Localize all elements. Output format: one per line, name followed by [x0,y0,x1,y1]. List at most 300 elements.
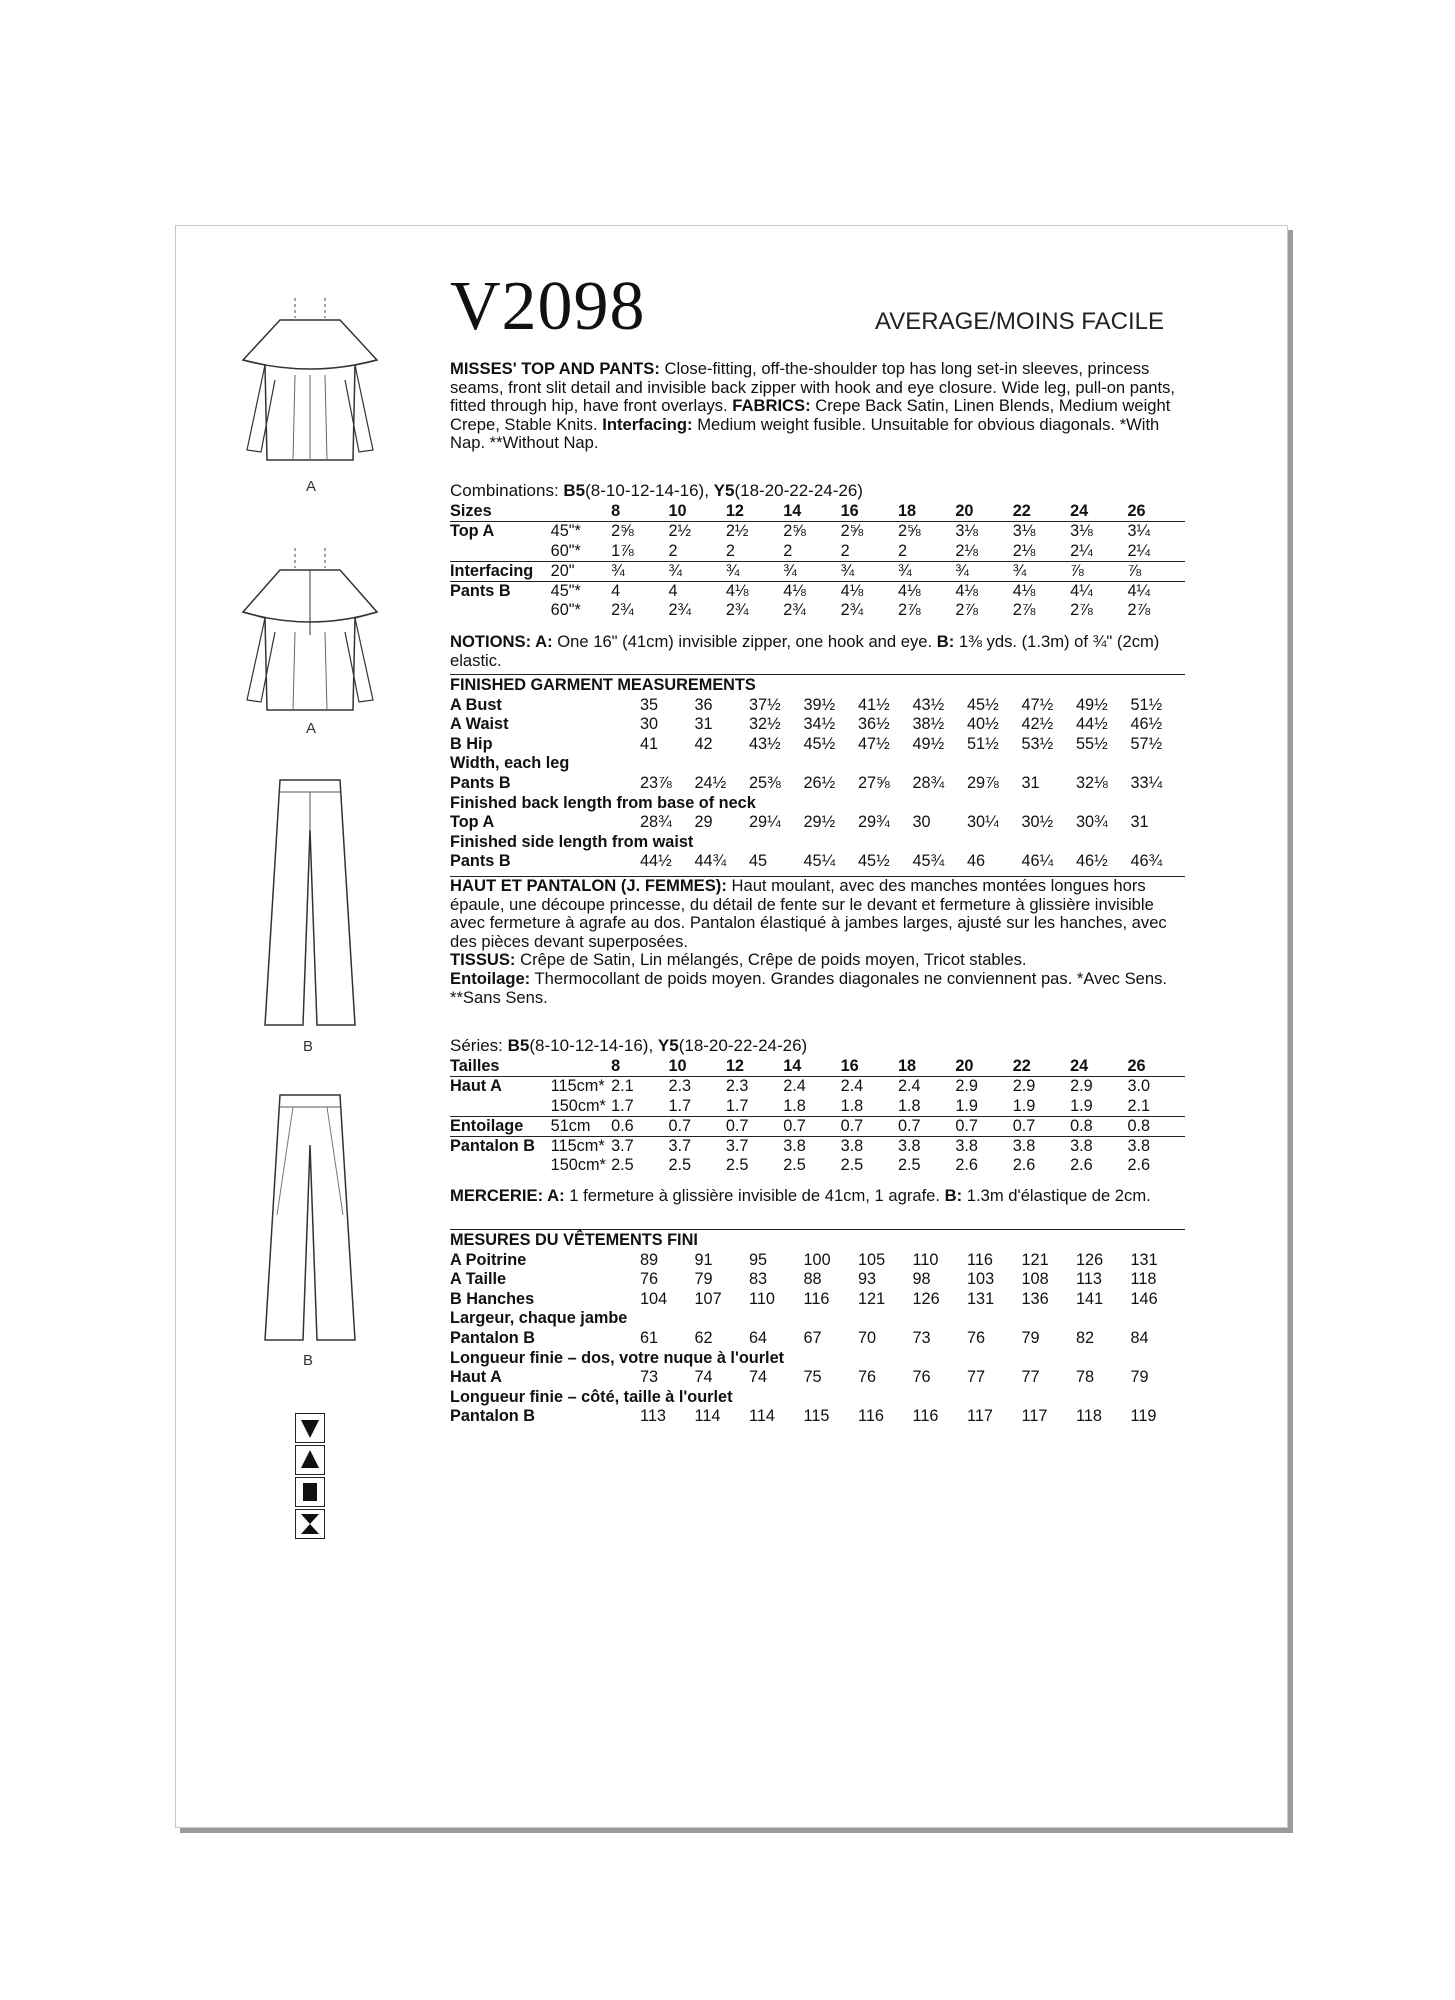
measurement-value: 45¾ [912,852,945,871]
description-text: Close-fitting, off-the-shoulder top has long set-in sleeves, princess seams, front slit detail and invisible back zipper with hook and eye closure. Wide leg, pull-on pants, fitted through hip, have front overlays. [450,359,1175,416]
measurement-value: 116 [967,1250,993,1269]
yardage-value: 2¾ [840,601,864,620]
size-header: 14 [783,502,802,520]
yardage-value: ¾ [841,561,898,581]
measurement-label: Longueur finie – dos, votre nuque à l'ourlet [450,1348,785,1367]
yardage-value: ¾ [783,561,840,581]
size-header: 18 [897,502,917,520]
entoilage-text: Thermocollant de poids moyen. Grandes diagonales ne conviennent pas. *Avec Sens. **Sans Sens. [450,968,1168,1007]
measurement-value: 42 [694,734,713,753]
measurement-value: 83 [749,1270,768,1289]
size-header: 22 [1012,502,1031,520]
measurement-value: 45 [749,852,768,871]
measurement-value: 45½ [967,695,999,714]
yardage-value: 4⅛ [726,582,783,602]
measurement-label: A Waist [450,715,509,734]
measurement-value: 31 [694,715,713,734]
measurement-value: 43½ [912,695,945,714]
yardage-value: 4⅛ [841,582,898,602]
yardage-value: 2½ [668,522,725,542]
fabrics-text: Crepe Back Satin, Linen Blends, Medium weight Crepe, Stable Knits. [450,396,1171,434]
yardage-value: 0.7 [783,1116,840,1136]
size-range-y5: Y5 [713,481,735,500]
mercerie-label: MERCERIE: A: [450,1186,565,1205]
measurement-value: 131 [967,1289,995,1308]
measurement-value: 42½ [1021,715,1054,734]
fabric-width: 115cm* [551,1137,611,1157]
row-label [450,542,551,562]
yardage-value: 0.7 [898,1116,955,1136]
pants-b-back-sketch [255,770,365,1030]
measurement-value: 30 [912,813,931,832]
measurements-heading: FINISHED GARMENT MEASUREMENTS [450,676,756,694]
combinations-fr [450,1036,807,1056]
size-header: 24 [1070,1057,1089,1075]
measurement-value: 116 [912,1407,939,1426]
measurement-value: 76 [640,1270,659,1289]
description-en [450,360,1185,453]
fabric-width: 150cm* [550,1096,606,1115]
measurement-value: 34½ [803,715,836,734]
measurement-value: 76 [858,1368,877,1387]
measurement-value: 32½ [749,715,781,734]
sketch-caption: A [306,720,317,737]
measurement-label: A Bust [450,695,502,714]
top-a-back-sketch [235,290,385,470]
yardage-value: 2 [668,541,678,560]
divider [450,674,1185,675]
measurement-value: 46½ [1130,715,1163,734]
yardage-value: ¾ [726,561,783,581]
yardage-value: 2.5 [897,1156,921,1175]
sizes-header: Tailles [450,1057,500,1075]
measurement-value: 44½ [1076,715,1108,734]
measurement-row [450,1290,1185,1310]
square-icon [295,1477,325,1507]
yardage-value: 4¼ [1070,582,1127,602]
measurement-value: 77 [967,1368,986,1387]
yardage-value: 2.9 [1070,1077,1127,1097]
yardage-value: 0.7 [955,1116,1012,1136]
measurement-row [450,1329,1185,1349]
finished-measurements-en [450,676,1185,872]
description-title-fr: HAUT ET PANTALON (J. FEMMES): [450,876,727,895]
blank-cell [551,502,611,522]
measurement-value: 45½ [803,734,836,753]
yardage-value: 2⅞ [1127,601,1151,620]
blank-cell [551,1057,611,1077]
yardage-value: 2 [840,541,850,560]
measurement-row [450,813,1185,833]
measurement-value: 44½ [640,852,672,871]
measurement-value: 118 [1130,1270,1157,1289]
yardage-value: 4 [611,582,668,602]
yardage-value: 2.4 [898,1077,955,1097]
measurement-label: B Hip [450,734,493,753]
yardage-value: 3.8 [1013,1137,1070,1157]
notions-a: One 16" (41cm) invisible zipper, one hook and eye. [557,632,933,651]
yardage-value: 3.7 [668,1137,725,1157]
yardage-value: 2⅝ [841,522,898,542]
yardage-value: 1⅞ [611,541,634,560]
size-range-b5-fr: B5 [507,1036,530,1055]
measurement-label: Pantalon B [450,1328,536,1347]
yardage-value: 2.6 [1127,1156,1151,1175]
measurement-value: 27⅝ [858,773,890,792]
yardage-value: 2½ [726,522,783,542]
measurement-value: 88 [803,1270,822,1289]
measurement-value: 113 [640,1407,666,1426]
yardage-row [450,561,1185,581]
yardage-value: 1.9 [1012,1096,1036,1115]
measurement-value: 74 [694,1368,713,1387]
measurement-value: 121 [858,1289,886,1308]
measurement-value: 36½ [858,715,890,734]
yardage-value: 2.5 [725,1156,749,1175]
yardage-value: 3.0 [1127,1077,1185,1097]
tissus-text: Crêpe de Satin, Lin mélangés, Crêpe de poids moyen, Tricot stables. [520,950,1027,970]
yardage-value: 2.1 [1127,1096,1151,1115]
yardage-value: 3.8 [783,1137,840,1157]
measurement-value: 64 [749,1328,768,1347]
measurement-value: 28¾ [912,773,945,792]
yardage-value: 2¾ [725,601,749,620]
measurement-value: 118 [1076,1407,1102,1426]
measurements-heading-row [450,1231,1185,1251]
measurements-heading-row [450,676,1185,696]
measurement-value: 33¼ [1130,773,1163,792]
yardage-value: ¾ [898,561,955,581]
yardage-value: 2.5 [783,1156,806,1175]
notions-b-label: B: [936,632,955,651]
triangle-up-icon [295,1445,325,1475]
measurement-value: 114 [749,1407,775,1426]
measurement-value: 29½ [803,813,836,832]
measurement-row [450,833,1185,853]
measurement-value: 46¼ [1021,852,1054,871]
yardage-value: 1.9 [1070,1096,1093,1115]
measurement-value: 30¼ [967,813,999,832]
measurement-row [450,735,1185,755]
yardage-value: 1.7 [668,1096,692,1115]
size-header: 26 [1127,1057,1146,1075]
measurement-row [450,1407,1185,1427]
measurement-value: 91 [694,1250,713,1269]
yardage-value: 2¼ [1070,541,1093,560]
measurement-row [450,715,1185,735]
size-range-b5-sizes: (8-10-12-14-16), [585,481,709,500]
finished-measurements-fr [450,1231,1185,1427]
measurement-value: 73 [640,1368,659,1387]
yardage-value: ¾ [611,561,668,581]
measurement-value: 51½ [1130,695,1163,714]
notions-fr [450,1187,1185,1206]
notions-b: 1⅜ yds. (1.3m) of ¾" (2cm) elastic. [450,632,1160,670]
size-header: 8 [611,502,621,520]
row-label: Entoilage [450,1116,551,1136]
measurement-value: 32⅛ [1076,773,1108,792]
measurement-value: 57½ [1130,734,1163,753]
measurement-value: 37½ [749,695,781,714]
size-header: 10 [668,502,687,520]
sizes-header: Sizes [450,502,492,520]
measurement-value: 131 [1130,1250,1158,1269]
yardage-value: 3.8 [841,1137,898,1157]
yardage-value: 0.8 [1070,1116,1127,1136]
measurement-label: A Taille [450,1270,507,1289]
row-label: Interfacing [450,561,551,581]
yardage-value: 2⅛ [1012,541,1036,560]
measurement-value: 116 [858,1407,884,1426]
measurement-value: 78 [1076,1368,1095,1387]
yardage-value: 4⅛ [955,582,1012,602]
description-title: MISSES' TOP AND PANTS: [450,359,660,378]
measurement-row [450,1349,1185,1369]
pattern-number: V2098 [450,268,646,345]
measurement-value: 95 [749,1250,768,1269]
yardage-value: 2.5 [668,1156,692,1175]
yardage-row [450,582,1185,602]
yardage-value: 4⅛ [783,582,840,602]
yardage-value: 0.6 [611,1116,668,1136]
measurement-value: 73 [912,1328,931,1347]
measurement-value: 31 [1130,813,1149,832]
measurement-value: 23⅞ [640,773,672,792]
measurement-value: 107 [694,1289,722,1308]
yardage-value: 2.4 [783,1077,840,1097]
notions-symbol-legend [295,1413,325,1541]
sketch-caption: B [303,1038,314,1055]
yardage-value: 2⅞ [955,601,978,620]
size-header: 22 [1012,1057,1031,1075]
fabric-width: 115cm* [551,1077,611,1097]
measurement-value: 136 [1021,1289,1049,1308]
size-range-b5-sizes-fr: (8-10-12-14-16), [529,1036,654,1055]
sizes-header-row [450,1057,1185,1077]
measurement-label: Longueur finie – côté, taille à l'ourlet [450,1387,733,1406]
fabric-width: 150cm* [550,1156,606,1175]
measurement-value: 74 [749,1368,768,1387]
yardage-value: 4¼ [1127,582,1185,602]
measurement-value: 121 [1021,1250,1049,1269]
sketch-caption: A [306,478,317,495]
measurement-value: 46¾ [1130,852,1163,871]
divider [450,1229,1185,1230]
yardage-row [450,542,1185,562]
yardage-value: 2.6 [955,1156,978,1175]
row-label: Haut A [450,1077,551,1097]
measurement-value: 114 [694,1407,721,1426]
measurement-value: 117 [1021,1407,1048,1426]
measurement-value: 126 [912,1289,940,1308]
size-header: 20 [955,502,974,520]
size-range-y5-sizes: (18-20-22-24-26) [734,481,863,500]
yardage-value: 0.8 [1127,1116,1185,1136]
yardage-value: 2.9 [955,1077,1012,1097]
size-header: 24 [1070,502,1089,520]
yardage-value: 3.7 [611,1137,668,1157]
yardage-value: 2 [783,541,793,560]
yardage-value: ¾ [668,561,725,581]
measurement-value: 141 [1076,1289,1104,1308]
yardage-value: 3.8 [955,1137,1012,1157]
yardage-table-en [450,502,1185,621]
measurement-row [450,1270,1185,1290]
yardage-value: 2.5 [840,1156,864,1175]
measurement-row [450,852,1185,872]
notions-label: NOTIONS: A: [450,632,553,651]
measurement-value: 39½ [803,695,836,714]
measurement-value: 26½ [803,773,836,792]
measurement-value: 28¾ [640,813,672,832]
measurement-label: Top A [450,813,495,832]
measurement-value: 30 [640,715,659,734]
measurement-label: Haut A [450,1368,502,1387]
yardage-value: 1.7 [725,1096,749,1115]
measurement-value: 43½ [749,734,781,753]
yardage-value: 0.7 [726,1116,783,1136]
yardage-row [450,1137,1185,1157]
measurement-value: 36 [694,695,713,714]
measurement-label: Finished back length from base of neck [450,793,756,812]
measurement-value: 49½ [912,734,945,753]
measurement-label: Pants B [450,773,511,792]
mercerie-b: 1.3m d'élastique de 2cm. [966,1186,1151,1205]
yardage-value: 0.7 [841,1116,898,1136]
measurement-value: 38½ [912,715,945,734]
yardage-value: 3.8 [1127,1137,1185,1157]
measurement-value: 44¾ [694,852,727,871]
measurement-value: 29⅞ [967,773,999,792]
measurement-value: 46½ [1076,852,1108,871]
yardage-value: 2.3 [668,1077,725,1097]
size-range-y5-fr: Y5 [657,1036,679,1055]
yardage-value: 2⅝ [898,522,955,542]
yardage-value: 3¼ [1127,522,1185,542]
measurement-label: Finished side length from waist [450,832,694,851]
measurement-label: Pantalon B [450,1407,536,1426]
yardage-value: 3⅛ [955,522,1012,542]
measurement-value: 35 [640,695,659,714]
yardage-value: 2⅞ [897,601,921,620]
description-text-fr: Haut moulant, avec des manches montées longues hors épaule, une découpe princesse, du détail de fente sur le devant et fermeture à glissière invisible avec fermeture à agrafe au dos. Pantalon élastiqué à jambes larges, ajusté sur les hanches, avec des pièces devant superposées. [450,876,1167,951]
yardage-value: ⅞ [1070,561,1127,581]
yardage-value: 4⅛ [898,582,955,602]
measurement-value: 29¾ [858,813,890,832]
size-header: 26 [1127,502,1146,520]
measurement-row [450,794,1185,814]
mercerie-a: 1 fermeture à glissière invisible de 41cm, 1 agrafe. [569,1186,941,1205]
yardage-row [450,1097,1185,1117]
fabric-width: 45"* [551,522,611,542]
row-label: Top A [450,522,551,542]
size-header: 16 [840,1057,859,1075]
measurement-value: 79 [1021,1328,1040,1347]
yardage-value: ¾ [1013,561,1070,581]
measurement-value: 47½ [1021,695,1054,714]
yardage-value: 2.3 [726,1077,783,1097]
measurement-value: 45½ [858,852,890,871]
yardage-row [450,1077,1185,1097]
measurement-label: Largeur, chaque jambe [450,1309,628,1328]
yardage-value: ¾ [955,561,1012,581]
measurement-value: 30¾ [1076,813,1108,832]
fabric-width: 60"* [550,601,581,620]
yardage-value: 2.4 [841,1077,898,1097]
size-header: 8 [611,1057,621,1075]
measurement-value: 41½ [858,695,890,714]
combinations-label: Combinations: [450,481,559,500]
yardage-row [450,522,1185,542]
measurement-value: 89 [640,1250,659,1269]
size-range-y5-sizes-fr: (18-20-22-24-26) [678,1036,808,1055]
measurement-value: 146 [1130,1289,1158,1308]
measurement-value: 104 [640,1289,668,1308]
size-header: 18 [897,1057,917,1075]
measurement-value: 100 [803,1250,831,1269]
yardage-value: 2⅝ [783,522,840,542]
sizes-header-row [450,502,1185,522]
triangle-down-icon [295,1413,325,1443]
measurement-value: 79 [1130,1368,1149,1387]
fabric-width: 45"* [551,582,611,602]
measurement-value: 110 [749,1289,775,1308]
yardage-value: 3.8 [898,1137,955,1157]
interfacing-text: Medium weight fusible. Unsuitable for obvious diagonals. *With Nap. **Without Nap. [450,414,1160,453]
measurement-value: 108 [1021,1270,1049,1289]
yardage-value: 2¾ [783,601,806,620]
yardage-row [450,1116,1185,1136]
measurement-value: 110 [912,1250,939,1269]
measurement-value: 98 [912,1270,931,1289]
measurement-value: 117 [967,1407,993,1426]
measurement-value: 70 [858,1328,877,1347]
yardage-value: 1.9 [955,1096,978,1115]
measurement-value: 49½ [1076,695,1108,714]
tissus-label: TISSUS: [450,950,516,970]
measurement-label: B Hanches [450,1289,535,1308]
measurement-value: 76 [967,1328,986,1347]
measurement-value: 76 [912,1368,931,1387]
yardage-value: 2.5 [611,1156,634,1175]
pants-b-front-sketch [255,1085,365,1345]
measurement-value: 51½ [967,734,999,753]
yardage-value: 2¾ [668,601,692,620]
yardage-value: 0.7 [1013,1116,1070,1136]
measurement-value: 53½ [1021,734,1054,753]
fabrics-label: FABRICS: [732,396,811,416]
fabric-width: 60"* [550,541,581,560]
measurement-row [450,1388,1185,1408]
series-label: Séries: [450,1036,503,1055]
top-a-front-sketch [235,540,385,720]
yardage-value: 3.8 [1070,1137,1127,1157]
yardage-value: 3⅛ [1013,522,1070,542]
yardage-value: 2¼ [1127,541,1151,560]
yardage-row [450,1156,1185,1175]
measurement-value: 47½ [858,734,890,753]
measurement-row [450,696,1185,716]
hourglass-icon [295,1509,325,1539]
measurement-value: 25⅜ [749,773,781,792]
yardage-value: 2⅛ [955,541,978,560]
yardage-value: 2.6 [1012,1156,1036,1175]
measurement-label: A Poitrine [450,1250,527,1269]
yardage-value: 1.8 [897,1096,921,1115]
yardage-value: 3.7 [726,1137,783,1157]
measurement-label: Width, each leg [450,754,570,773]
yardage-value: 1.8 [783,1096,806,1115]
